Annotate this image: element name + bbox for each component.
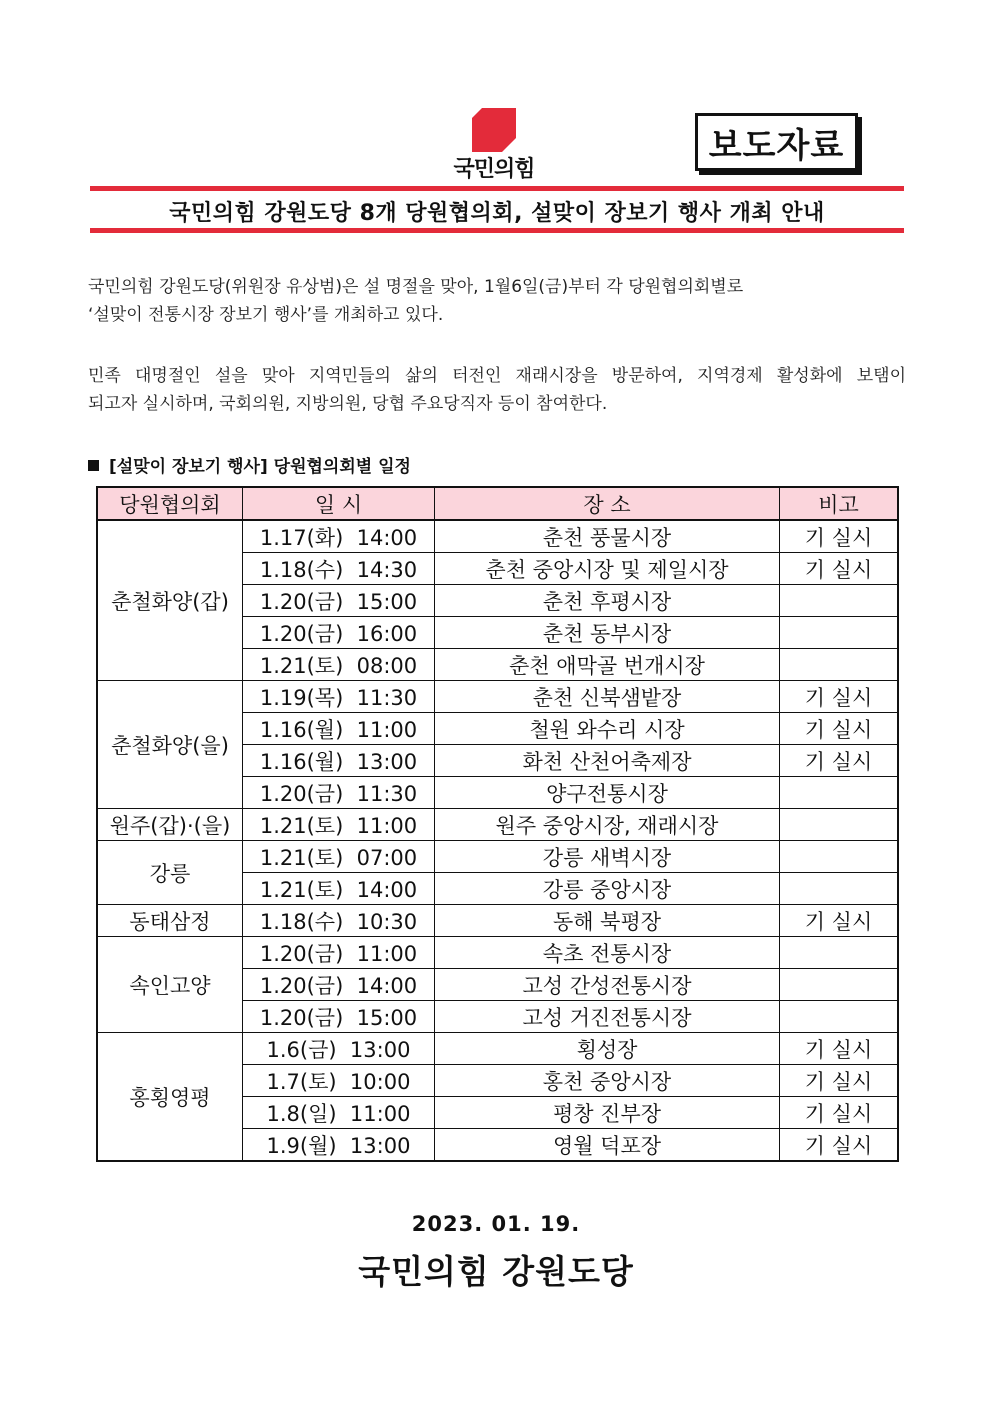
place-cell: 고성 간성전통시장 xyxy=(435,969,780,1001)
place-cell: 원주 중앙시장, 재래시장 xyxy=(435,809,780,841)
note-cell: 기 실시 xyxy=(780,905,899,937)
datetime-cell: 1.19(목) 11:30 xyxy=(243,681,435,713)
datetime-cell: 1.7(토) 10:00 xyxy=(243,1065,435,1097)
table-row xyxy=(97,520,898,553)
place-cell: 춘천 애막골 번개시장 xyxy=(435,649,780,681)
table-row xyxy=(97,905,898,937)
datetime-cell: 1.18(수) 10:30 xyxy=(243,905,435,937)
table-row xyxy=(97,841,898,873)
place-cell: 강릉 새벽시장 xyxy=(435,841,780,873)
note-cell: 기 실시 xyxy=(780,1097,899,1129)
datetime-cell: 1.21(토) 08:00 xyxy=(243,649,435,681)
header-datetime: 일 시 xyxy=(243,487,435,520)
place-cell: 평창 진부장 xyxy=(435,1097,780,1129)
note-cell: 기 실시 xyxy=(780,1129,899,1162)
note-cell xyxy=(780,969,899,1001)
place-cell: 춘천 중앙시장 및 제일시장 xyxy=(435,553,780,585)
headline-top-rule xyxy=(90,186,904,191)
note-cell: 기 실시 xyxy=(780,713,899,745)
paragraph-1-line-1: 국민의힘 강원도당(위원장 유상범)은 설 명절을 맞아, 1월6일(금)부터 각 당원협의회별로 xyxy=(88,277,744,297)
datetime-cell: 1.20(금) 11:00 xyxy=(243,937,435,969)
note-cell: 기 실시 xyxy=(780,553,899,585)
headline-bottom-rule xyxy=(90,228,904,233)
place-cell: 고성 거진전통시장 xyxy=(435,1001,780,1033)
table-row xyxy=(97,809,898,841)
place-cell: 속초 전통시장 xyxy=(435,937,780,969)
schedule-table xyxy=(96,486,899,1162)
council-name-cell: 동태삼정 xyxy=(97,905,243,937)
datetime-cell: 1.17(화) 14:00 xyxy=(243,520,435,553)
council-name-cell: 원주(갑)·(을) xyxy=(97,809,243,841)
header-note: 비고 xyxy=(780,487,899,520)
paragraph-2-line-2: 되고자 실시하며, 국회의원, 지방의원, 당협 주요당직자 등이 참여한다. xyxy=(88,394,608,414)
datetime-cell: 1.20(금) 15:00 xyxy=(243,1001,435,1033)
release-date: 2023. 01. 19. xyxy=(411,1212,581,1236)
party-logo-icon xyxy=(472,108,516,152)
paragraph-2 xyxy=(88,362,906,418)
datetime-cell: 1.21(토) 07:00 xyxy=(243,841,435,873)
council-name-cell: 홍횡영평 xyxy=(97,1033,243,1162)
table-row xyxy=(97,681,898,713)
place-cell: 영월 덕포장 xyxy=(435,1129,780,1162)
council-name-cell: 춘철화양(을) xyxy=(97,681,243,809)
place-cell: 동해 북평장 xyxy=(435,905,780,937)
datetime-cell: 1.21(토) 11:00 xyxy=(243,809,435,841)
issuing-organization: 국민의힘 강원도당 xyxy=(358,1252,634,1291)
datetime-cell: 1.8(일) 11:00 xyxy=(243,1097,435,1129)
note-cell: 기 실시 xyxy=(780,745,899,777)
table-header-row xyxy=(97,487,898,520)
datetime-cell: 1.16(월) 13:00 xyxy=(243,745,435,777)
header-council: 당원협의회 xyxy=(97,487,243,520)
note-cell: 기 실시 xyxy=(780,681,899,713)
note-cell xyxy=(780,873,899,905)
note-cell: 기 실시 xyxy=(780,1065,899,1097)
place-cell: 횡성장 xyxy=(435,1033,780,1065)
paragraph-1-line-2: ‘설맞이 전통시장 장보기 행사’를 개최하고 있다. xyxy=(88,305,444,325)
place-cell: 철원 와수리 시장 xyxy=(435,713,780,745)
table-row xyxy=(97,1033,898,1065)
schedule-section-title xyxy=(88,452,411,477)
note-cell: 기 실시 xyxy=(780,1033,899,1065)
square-bullet-icon xyxy=(88,460,99,471)
paragraph-2-line-1: 민족 대명절인 설을 맞아 지역민들의 삶의 터전인 재래시장을 방문하여, 지역경제 활성화에 보탬이 xyxy=(88,366,906,386)
schedule-table-body xyxy=(97,520,898,1161)
datetime-cell: 1.20(금) 11:30 xyxy=(243,777,435,809)
note-cell xyxy=(780,617,899,649)
place-cell: 춘천 후평시장 xyxy=(435,585,780,617)
council-name-cell: 강릉 xyxy=(97,841,243,905)
note-cell xyxy=(780,777,899,809)
council-name-cell: 속인고양 xyxy=(97,937,243,1033)
datetime-cell: 1.20(금) 16:00 xyxy=(243,617,435,649)
place-cell: 춘천 풍물시장 xyxy=(435,520,780,553)
datetime-cell: 1.16(월) 11:00 xyxy=(243,713,435,745)
place-cell: 강릉 중앙시장 xyxy=(435,873,780,905)
note-cell xyxy=(780,937,899,969)
paragraph-1 xyxy=(88,273,906,329)
note-cell xyxy=(780,1001,899,1033)
table-row xyxy=(97,937,898,969)
place-cell: 홍천 중앙시장 xyxy=(435,1065,780,1097)
place-cell: 춘천 신북샘밭장 xyxy=(435,681,780,713)
datetime-cell: 1.20(금) 14:00 xyxy=(243,969,435,1001)
press-release-label: 보도자료 xyxy=(695,113,858,171)
datetime-cell: 1.6(금) 13:00 xyxy=(243,1033,435,1065)
datetime-cell: 1.21(토) 14:00 xyxy=(243,873,435,905)
datetime-cell: 1.20(금) 15:00 xyxy=(243,585,435,617)
datetime-cell: 1.18(수) 14:30 xyxy=(243,553,435,585)
note-cell xyxy=(780,809,899,841)
party-logo-text: 국민의힘 xyxy=(453,157,535,182)
note-cell xyxy=(780,841,899,873)
note-cell xyxy=(780,585,899,617)
note-cell: 기 실시 xyxy=(780,520,899,553)
note-cell xyxy=(780,649,899,681)
place-cell: 양구전통시장 xyxy=(435,777,780,809)
place-cell: 춘천 동부시장 xyxy=(435,617,780,649)
datetime-cell: 1.9(월) 13:00 xyxy=(243,1129,435,1162)
headline: 국민의힘 강원도당 8개 당원협의회, 설맞이 장보기 행사 개최 안내 xyxy=(169,201,825,226)
council-name-cell: 춘철화양(갑) xyxy=(97,520,243,681)
place-cell: 화천 산천어축제장 xyxy=(435,745,780,777)
header-place: 장 소 xyxy=(435,487,780,520)
schedule-section-title-text: [설맞이 장보기 행사] 당원협의회별 일정 xyxy=(109,457,411,477)
